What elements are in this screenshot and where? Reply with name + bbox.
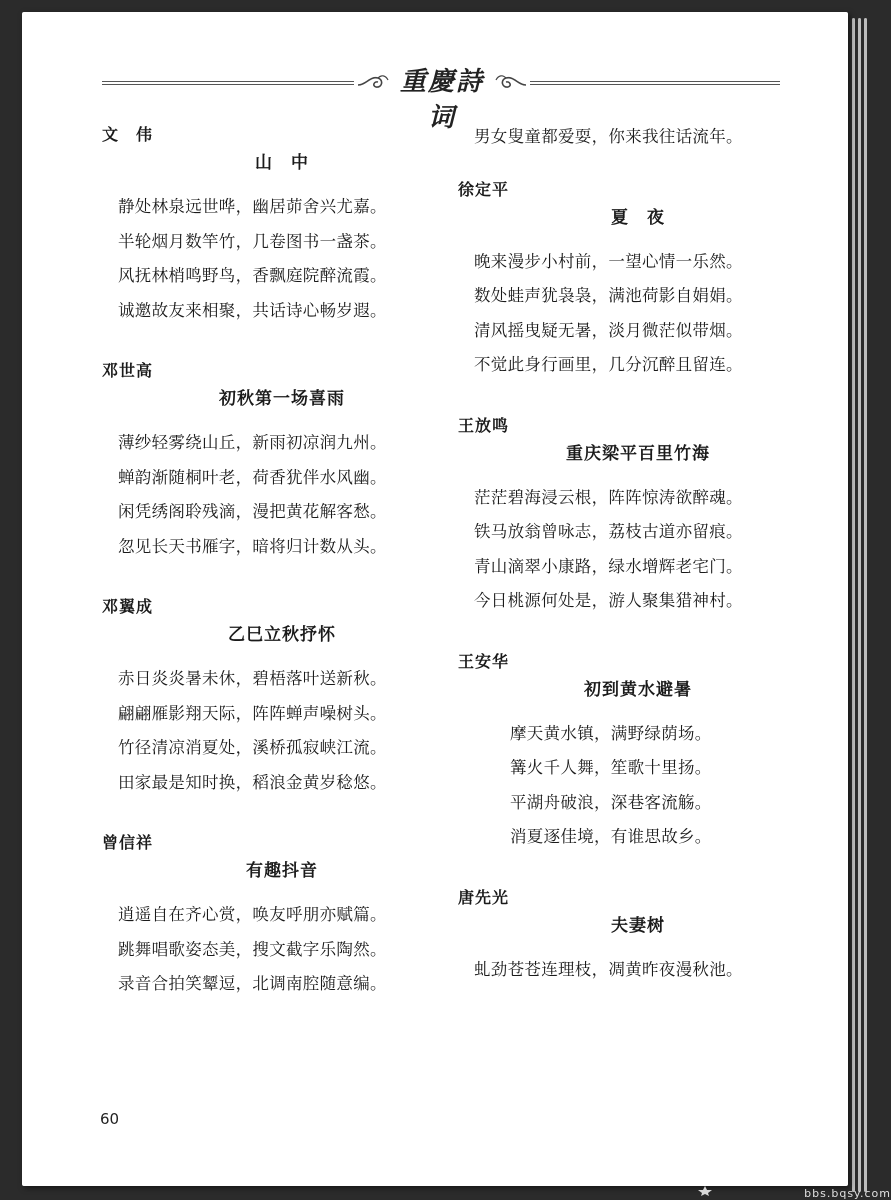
poem-line: 竹径清凉消夏处，溪桥孤寂峡江流。: [118, 738, 387, 757]
poem-entry: [102, 358, 462, 564]
page-stack-edge: [852, 18, 855, 1192]
poem-line: 篝火千人舞，笙歌十里扬。: [510, 758, 712, 777]
poem-line: 清风摇曳疑无暑，淡月微茫似带烟。: [474, 320, 743, 340]
poem-line: 录音合拍笑颦逗，北调南腔随意编。: [118, 974, 387, 993]
poem-line: 静处林泉远世哗，幽居茆舍兴尤嘉。: [118, 197, 387, 216]
poem-title: 山 中: [255, 153, 309, 173]
poem-line: 薄纱轻雾绕山丘，新雨初凉润九州。: [118, 433, 387, 452]
header-title: 重慶詩词: [399, 67, 484, 133]
ornament-swirl-icon: [494, 68, 528, 96]
ornament-swirl-icon: [356, 68, 390, 96]
poem-line: 消夏逐佳境，有谁思故乡。: [510, 827, 712, 846]
header-rule-left: [102, 81, 354, 85]
book-page: [22, 12, 848, 1186]
poem-line: 虬劲苍苍连理枝，凋黄昨夜漫秋池。: [474, 959, 743, 979]
poem-line: 风抚林梢鸣野鸟，香飘庭院醉流霞。: [118, 266, 387, 285]
poem-line: 数处蛙声犹袅袅，满池荷影自娟娟。: [474, 286, 743, 305]
poem-entry: [458, 649, 818, 855]
poem-line: 田家最是知时换，稻浪金黄岁稔悠。: [118, 772, 387, 792]
poem-line: 铁马放翁曾咏志，荔枝古道亦留痕。: [474, 522, 743, 541]
poem-line-continued: 男女叟童都爱耍，你来我往话流年。: [474, 127, 743, 146]
poem-author: 文 伟: [102, 125, 154, 144]
watermark-star-icon: [698, 1186, 712, 1196]
poem-line: 晚来漫步小村前，一望心情一乐然。: [474, 251, 743, 271]
poem-line: 闲凭绣阁聆残滴，漫把黄花解客愁。: [118, 502, 387, 521]
poem-title: 初到黄水避暑: [584, 679, 692, 700]
poem-line: 茫茫碧海浸云根，阵阵惊涛欲醉魂。: [474, 487, 743, 507]
poem-line: 翩翩雁影翔天际，阵阵蝉声噪树头。: [118, 703, 387, 723]
poem-title: 初秋第一场喜雨: [219, 389, 345, 409]
poem-line: 不觉此身行画里，几分沉醉且留连。: [474, 355, 743, 374]
poem-title: 夏 夜: [611, 207, 665, 228]
watermark-text: bbs.bqsy.com: [804, 1187, 891, 1200]
poem-line: 逍遥自在齐心赏，唤友呼朋亦赋篇。: [118, 905, 387, 924]
poem-entry: [458, 885, 818, 988]
right-column: [458, 120, 818, 1017]
poem-line: 赤日炎炎暑未休，碧梧落叶送新秋。: [118, 669, 387, 688]
page-stack-edge: [858, 18, 861, 1192]
poem-author: 王放鸣: [458, 415, 510, 435]
poem-author: 邓世高: [102, 361, 154, 380]
poem-line: 平湖舟破浪，深巷客流觞。: [510, 792, 712, 812]
poem-line: 青山滴翠小康路，绿水增辉老宅门。: [474, 556, 743, 576]
header-rule-right: [530, 81, 780, 85]
poem-line: 摩天黄水镇，满野绿荫场。: [510, 723, 712, 743]
poem-line: 半轮烟月数竿竹，几卷图书一盏茶。: [118, 231, 387, 251]
poem-author: 唐先光: [458, 887, 510, 907]
poem-entry: [102, 122, 462, 328]
poem-author: 王安华: [458, 651, 510, 671]
poem-title: 乙巳立秋抒怀: [228, 625, 336, 645]
poem-title: 有趣抖音: [246, 861, 318, 881]
poem-title: 重庆梁平百里竹海: [566, 443, 710, 464]
page-number: 60: [100, 1110, 120, 1128]
poem-line: 诚邀故友来相聚，共话诗心畅岁遐。: [118, 300, 387, 320]
left-column: [102, 122, 462, 1032]
poem-entry: [102, 830, 462, 1002]
page-stack-edge: [864, 18, 867, 1192]
poem-line: 忽见长天书雁字，暗将归计数从头。: [118, 536, 387, 556]
poem-entry: [458, 177, 818, 383]
poem-title: 夫妻树: [611, 915, 665, 936]
poem-line: 跳舞唱歌姿态美，搜文截字乐陶然。: [118, 939, 387, 959]
poem-entry: [458, 413, 818, 619]
poem-line: 今日桃源何处是，游人聚集猎神村。: [474, 591, 743, 610]
poem-author: 徐定平: [458, 179, 510, 199]
running-header: [102, 64, 780, 133]
poem-author: 曾信祥: [102, 833, 154, 852]
poem-line: 蝉韵渐随桐叶老，荷香犹伴水风幽。: [118, 467, 387, 487]
poem-author: 邓翼成: [102, 597, 154, 616]
poem-entry: [102, 594, 462, 800]
